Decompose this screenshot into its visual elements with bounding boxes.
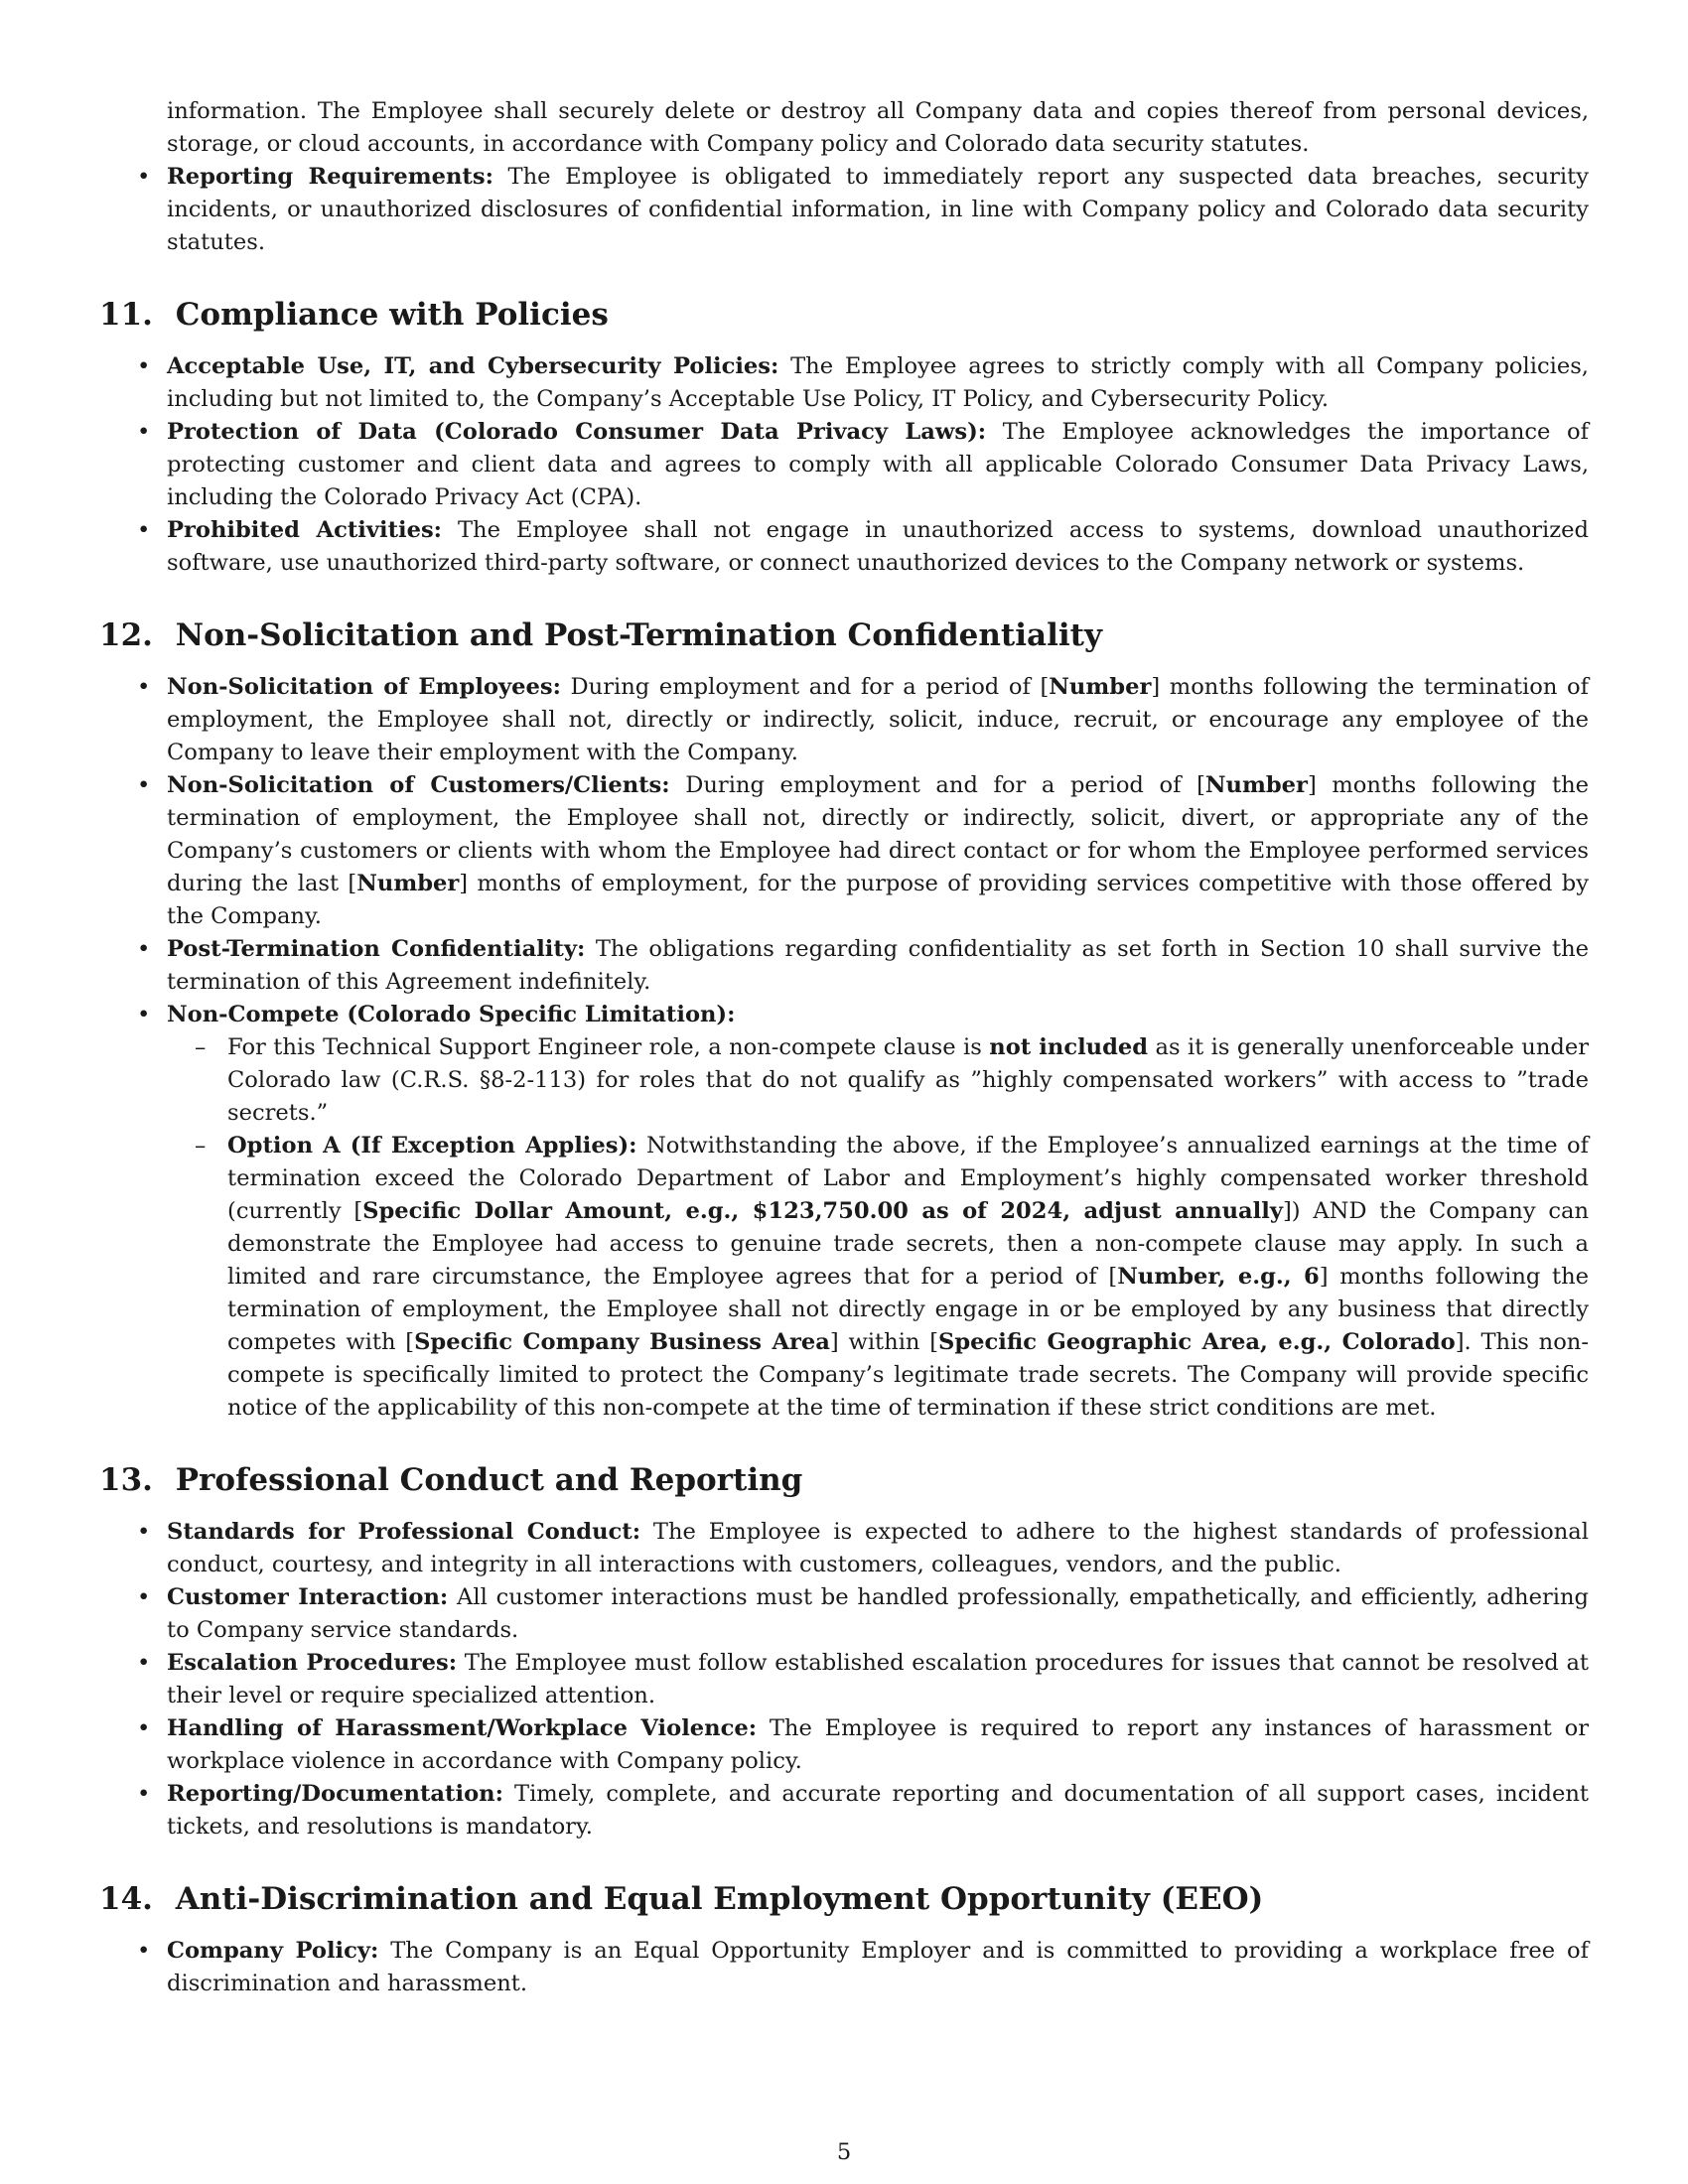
list-item bbox=[99, 999, 1589, 1425]
placeholder-field: Number bbox=[356, 871, 460, 896]
item-label: Customer Interaction: bbox=[167, 1584, 449, 1610]
item-text: For this Technical Support Engineer role, a non-compete clause is bbox=[227, 1034, 990, 1060]
section-heading-12 bbox=[99, 615, 1589, 655]
placeholder-field: Specific Company Business Area bbox=[414, 1329, 830, 1355]
continued-text: information. The Employee shall securely delete or destroy all Company data and copies thereof from personal devices, storage, or cloud accounts, in accordance with Company policy and Colorado data security statutes. bbox=[167, 98, 1589, 157]
item-text: The Employee agrees to strictly comply with all Company policies, including but not limited to, the Company’s Acceptable Use Policy, IT Policy, and Cybersecurity Policy. bbox=[167, 353, 1589, 412]
section-number: 13. bbox=[99, 1462, 153, 1498]
item-text: All customer interactions must be handled professionally, empathetically, and efficiently, adhering to Company service standards. bbox=[167, 1584, 1590, 1643]
item-text: ]. This non-compete is specifically limited to protect the Company’s legitimate trade secrets. The Company will provide specific notice of the applicability of this non-compete at the time of termination if these strict conditions are met. bbox=[227, 1329, 1589, 1421]
item-label: Standards for Professional Conduct: bbox=[167, 1519, 641, 1545]
section-heading-11 bbox=[99, 295, 1589, 335]
item-label: Escalation Procedures: bbox=[167, 1650, 458, 1676]
item-text: Notwithstanding the above, if the Employee’s annualized earnings at the time of termination exceed the Colorado Department of Labor and Employment’s highly compensated worker threshold (currently [ bbox=[227, 1133, 1590, 1224]
list-item bbox=[99, 1647, 1589, 1712]
item-text: The Employee must follow established escalation procedures for issues that cannot be resolved at their level or require specialized attention. bbox=[167, 1650, 1590, 1708]
item-label: Prohibited Activities: bbox=[167, 517, 443, 543]
non-compete-sublist bbox=[167, 1031, 1589, 1425]
item-text: ] months following the termination of employment, the Employee shall not, directly or indirectly, solicit, divert, or appropriate any of the Company’s customers or clients with whom the Employee had direct contact or for whom the Employee performed services during the last [ bbox=[167, 772, 1589, 896]
item-label: Protection of Data (Colorado Consumer Data Privacy Laws): bbox=[167, 419, 987, 445]
page-number: 5 bbox=[836, 2139, 852, 2165]
continued-paragraph bbox=[167, 95, 1589, 161]
list-item bbox=[99, 1712, 1589, 1778]
item-text: ] within [ bbox=[829, 1329, 939, 1355]
section-number: 11. bbox=[99, 297, 153, 333]
placeholder-field: Number bbox=[1049, 674, 1152, 700]
item-text: The Company is an Equal Opportunity Employer and is committed to providing a workplace free of discrimination and harassment. bbox=[167, 1938, 1589, 1996]
item-label: Post-Termination Confidentiality: bbox=[167, 936, 586, 962]
document-page bbox=[99, 95, 1589, 2000]
item-label: Company Policy: bbox=[167, 1938, 379, 1964]
section-title: Professional Conduct and Reporting bbox=[175, 1462, 803, 1498]
list-item bbox=[99, 1778, 1589, 1843]
list-item bbox=[99, 161, 1589, 259]
list-item bbox=[99, 1935, 1589, 2000]
section-title: Non-Solicitation and Post-Termination Confidentiality bbox=[175, 617, 1102, 653]
list-item bbox=[99, 933, 1589, 999]
list-item bbox=[99, 350, 1589, 416]
section-number: 14. bbox=[99, 1881, 153, 1917]
item-text: ]) AND the Company can demonstrate the Employee had access to genuine trade secrets, then a non-compete clause may apply. In such a limited and rare circumstance, the Employee agrees that for a period of [ bbox=[227, 1198, 1589, 1290]
item-text: During employment and for a period of [ bbox=[570, 674, 1050, 700]
item-label: Non-Solicitation of Employees: bbox=[167, 674, 561, 700]
placeholder-field: Specific Geographic Area, e.g., Colorado bbox=[938, 1329, 1456, 1355]
section-12-list bbox=[99, 671, 1589, 1425]
item-label: Non-Solicitation of Customers/Clients: bbox=[167, 772, 670, 798]
continued-bullet-list bbox=[99, 161, 1589, 259]
list-item bbox=[99, 671, 1589, 769]
item-text: The Employee acknowledges the importance of protecting customer and client data and agrees to comply with all applicable Colorado Consumer Data Privacy Laws, including the Colorado Privacy Act (CPA). bbox=[167, 419, 1589, 510]
item-label: Reporting Requirements: bbox=[167, 164, 493, 190]
sub-list-item bbox=[167, 1130, 1589, 1425]
item-text: Timely, complete, and accurate reporting and documentation of all support cases, incident tickets, and resolutions is mandatory. bbox=[167, 1781, 1589, 1840]
section-title: Anti-Discrimination and Equal Employment Opportunity (EEO) bbox=[175, 1881, 1264, 1917]
item-label: Acceptable Use, IT, and Cybersecurity Policies: bbox=[167, 353, 779, 379]
section-11-list bbox=[99, 350, 1589, 580]
section-13-list bbox=[99, 1516, 1589, 1843]
item-text: ] months following the termination of employment, the Employee shall not, directly or indirectly, solicit, induce, recruit, or encourage any employee of the Company to leave their employment with the Company. bbox=[167, 674, 1589, 765]
section-number: 12. bbox=[99, 617, 153, 653]
list-item bbox=[99, 1581, 1589, 1647]
item-text: The Employee is required to report any instances of harassment or workplace violence in accordance with Company policy. bbox=[167, 1715, 1589, 1774]
item-text: The obligations regarding confidentiality as set forth in Section 10 shall survive the termination of this Agreement indefinitely. bbox=[167, 936, 1590, 995]
item-label: Reporting/Documentation: bbox=[167, 1781, 503, 1807]
item-text: During employment and for a period of [ bbox=[685, 772, 1205, 798]
item-text: The Employee is obligated to immediately report any suspected data breaches, security incidents, or unauthorized disclosures of confidential information, in line with Company policy and Colorado data security statutes. bbox=[167, 164, 1589, 255]
item-text: The Employee is expected to adhere to the highest standards of professional conduct, courtesy, and integrity in all interactions with customers, colleagues, vendors, and the public. bbox=[167, 1519, 1589, 1577]
section-title: Compliance with Policies bbox=[175, 297, 609, 333]
list-item bbox=[99, 1516, 1589, 1581]
list-item bbox=[99, 416, 1589, 514]
list-item bbox=[99, 769, 1589, 933]
placeholder-field: Specific Dollar Amount, e.g., $123,750.00 as of 2024, adjust annually bbox=[362, 1198, 1283, 1224]
item-text: as it is generally unenforceable under Colorado law (C.R.S. §8-2-113) for roles that do not qualify as ”highly compensated workers” with access to ”trade secrets.” bbox=[227, 1034, 1590, 1126]
item-label: Non-Compete (Colorado Specific Limitation): bbox=[167, 1002, 736, 1027]
section-heading-13 bbox=[99, 1460, 1589, 1500]
sub-list-item bbox=[167, 1031, 1589, 1130]
placeholder-field: Number bbox=[1204, 772, 1308, 798]
item-label: Option A (If Exception Applies): bbox=[227, 1133, 637, 1159]
item-text: ] months of employment, for the purpose of providing services competitive with those offered by the Company. bbox=[167, 871, 1589, 929]
placeholder-field: Number, e.g., 6 bbox=[1117, 1264, 1320, 1290]
item-text: The Employee shall not engage in unauthorized access to systems, download unauthorized software, use unauthorized third-party software, or connect unauthorized devices to the Company network or systems. bbox=[167, 517, 1589, 576]
section-14-list bbox=[99, 1935, 1589, 2000]
item-label: Handling of Harassment/Workplace Violence: bbox=[167, 1715, 758, 1741]
item-text: ] months following the termination of employment, the Employee shall not directly engage in or be employed by any business that directly competes with [ bbox=[227, 1264, 1590, 1355]
section-heading-14 bbox=[99, 1879, 1589, 1919]
emphasis-text: not included bbox=[989, 1034, 1149, 1060]
list-item bbox=[99, 514, 1589, 580]
